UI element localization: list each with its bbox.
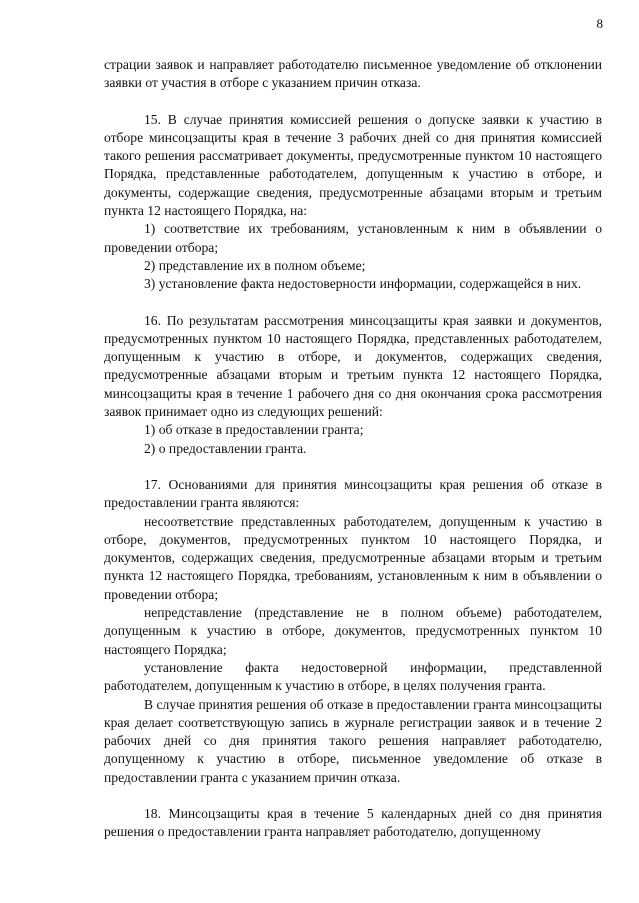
paragraph-17-ground-3: установление факта недостоверной информации, представленной работодателем, допущенным к участию в отборе, в целях получения гранта. xyxy=(104,659,602,694)
paragraph-gap xyxy=(104,787,602,805)
page-number: 8 xyxy=(596,16,603,31)
paragraph-15-item-1: 1) соответствие их требованиям, установленным к ним в объявлении о проведении отбора; xyxy=(104,221,602,255)
document-body xyxy=(104,56,602,842)
paragraph-gap xyxy=(104,93,602,111)
paragraph-18: 18. Минсоцзащиты края в течение 5 календарных дней со дня принятия решения о предоставлении гранта направляет работодателю, допущенному xyxy=(104,805,602,840)
paragraph-16: 16. По результатам рассмотрения минсоцзащиты края заявки и документов, предусмотренных пунктом 10 настоящего Порядка, представленных работодателем, допущенным к участию в отборе, и документов, содержащих сведения, предусмотренные абзацами вторым и третьим пункта 12 настоящего Порядка, минсоцзащиты края в течение 1 рабочего дня со дня окончания срока рассмотрения заявок принимает одно из следующих решений: xyxy=(104,312,602,420)
paragraph-15-item-2: 2) представление их в полном объеме; xyxy=(144,257,366,273)
paragraph-gap xyxy=(104,458,602,476)
paragraph-15-item-3: 3) установление факта недостоверности информации, содержащейся в них. xyxy=(144,276,582,292)
paragraph-16-item-1: 1) об отказе в предоставлении гранта; xyxy=(144,422,364,438)
paragraph-16-item-2: 2) о предоставлении гранта. xyxy=(144,440,307,456)
paragraph-15: 15. В случае принятия комиссией решения о допуске заявки к участию в отборе минсоцзащиты края в течение 3 рабочих дней со дня принятия комиссией такого решения рассматривает документы, предусмотренные пунктом 10 настоящего Порядка, представленные работодателем, допущенным к участию в отборе, и документы, содержащие сведения, предусмотренные абзацами вторым и третьим пункта 12 настоящего Порядка, на: xyxy=(104,111,602,219)
paragraph-17-refusal-notice: В случае принятия решения об отказе в предоставлении гранта минсоцзащиты края делает соответствующую запись в журнале регистрации заявок и в течение 2 рабочих дней со дня принятия такого решения направляет работодателю, допущенному к участию в отборе, письменное уведомление об отказе в предоставлении гранта с указанием причин отказа. xyxy=(104,696,602,785)
paragraph-continuation: страции заявок и направляет работодателю письменное уведомление об отклонении заявки от участия в отборе с указанием причин отказа. xyxy=(104,57,602,91)
paragraph-17-ground-1: несоответствие представленных работодателем, допущенным к участию в отборе, документов, предусмотренных пунктом 10 настоящего Порядка, и документов, содержащих сведения, предусмотренные абзацами вторым и третьим пункта 12 настоящего Порядка, требованиям, установленным к ним в объявлении о проведении отбора; xyxy=(104,513,602,602)
paragraph-gap xyxy=(104,294,602,312)
paragraph-17: 17. Основаниями для принятия минсоцзащиты края решения об отказе в предоставлении гранта являются: xyxy=(104,476,602,511)
paragraph-17-ground-2: непредставление (представление не в полном объеме) работодателем, допущенным к участию в отборе, документов, предусмотренных пунктом 10 настоящего Порядка; xyxy=(104,605,602,657)
